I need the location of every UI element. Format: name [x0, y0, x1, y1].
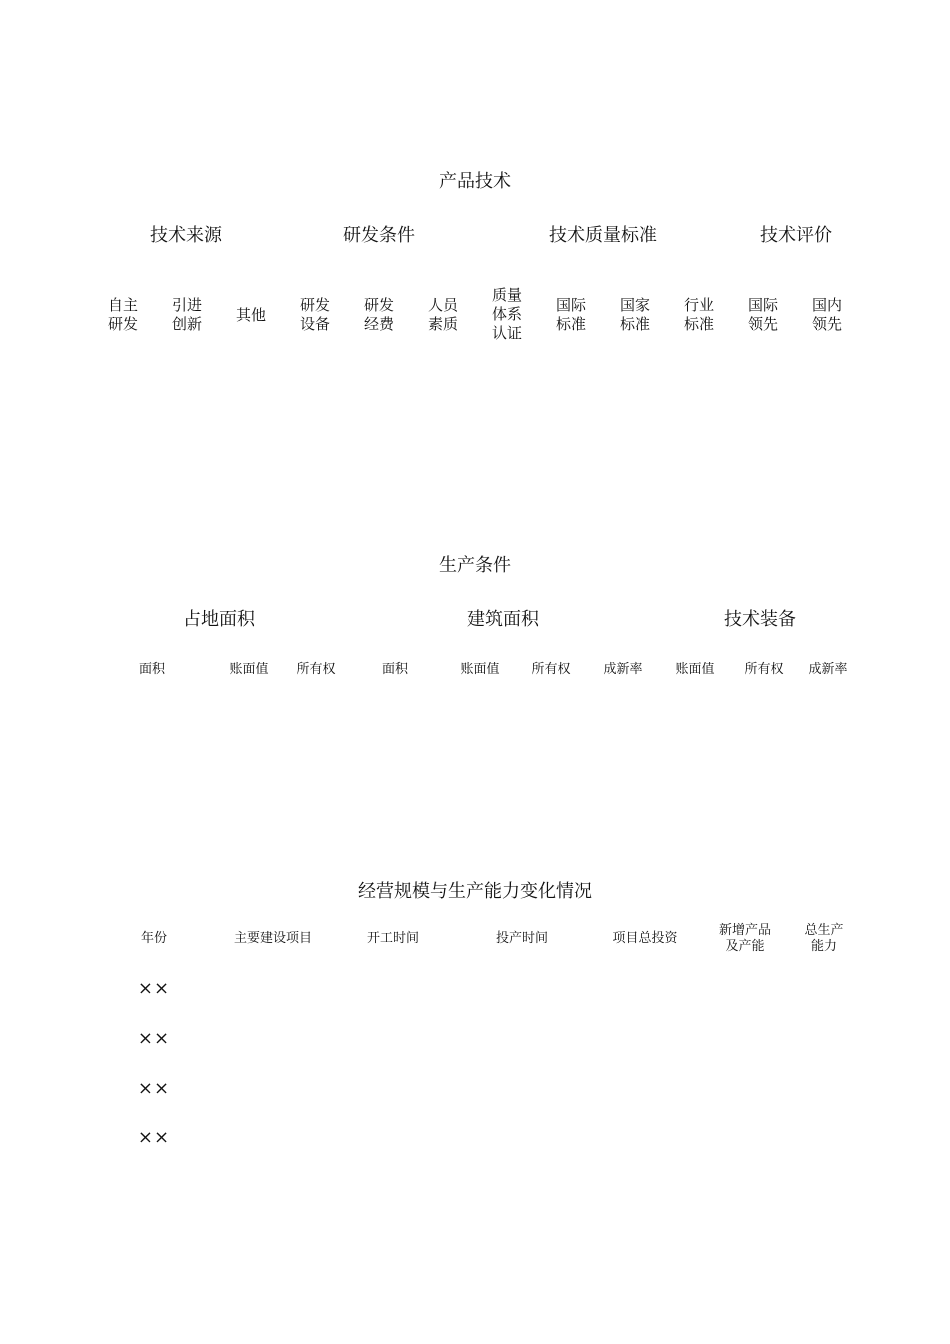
col-building-area: 面积 — [381, 662, 409, 677]
col-land-book-value: 账面值 — [229, 662, 269, 677]
year-row-1: ×× — [137, 978, 171, 999]
group-rd-conditions: 研发条件 — [343, 225, 415, 246]
group-tech-evaluation: 技术评价 — [760, 225, 832, 246]
col-year: 年份 — [140, 931, 168, 946]
col-total-investment: 项目总投资 — [612, 931, 678, 946]
col-land-ownership: 所有权 — [296, 662, 336, 677]
col-building-newness: 成新率 — [603, 662, 643, 677]
col-new-products-capacity: 新增产品 及产能 — [718, 923, 772, 954]
col-equip-book-value: 账面值 — [675, 662, 715, 677]
col-intl-standard: 国际 标准 — [555, 296, 587, 333]
production-title: 生产条件 — [439, 555, 511, 576]
year-row-3: ×× — [137, 1078, 171, 1099]
year-row-2: ×× — [137, 1028, 171, 1049]
col-rd-funding: 研发 经费 — [363, 296, 395, 333]
col-equip-ownership: 所有权 — [744, 662, 784, 677]
group-tech-source: 技术来源 — [150, 225, 222, 246]
col-quality-system-cert: 质量 体系 认证 — [491, 286, 523, 342]
col-main-projects: 主要建设项目 — [233, 931, 313, 946]
col-rd-equipment: 研发 设备 — [299, 296, 331, 333]
col-introduced-innovation: 引进 创新 — [171, 296, 203, 333]
col-production-time: 投产时间 — [495, 931, 549, 946]
col-domestic-leading: 国内 领先 — [811, 296, 843, 333]
group-land-area: 占地面积 — [183, 609, 255, 630]
year-row-4: ×× — [137, 1127, 171, 1148]
group-quality-standards: 技术质量标准 — [549, 225, 657, 246]
col-national-standard: 国家 标准 — [619, 296, 651, 333]
col-self-rd: 自主 研发 — [107, 296, 139, 333]
group-building-area: 建筑面积 — [467, 609, 539, 630]
col-other: 其他 — [235, 306, 267, 324]
col-total-capacity: 总生产 能力 — [804, 923, 844, 954]
product-tech-title: 产品技术 — [439, 171, 511, 192]
col-equip-newness: 成新率 — [808, 662, 848, 677]
group-tech-equipment: 技术装备 — [724, 609, 796, 630]
col-building-book-value: 账面值 — [460, 662, 500, 677]
col-intl-leading: 国际 领先 — [747, 296, 779, 333]
operations-title: 经营规模与生产能力变化情况 — [358, 881, 592, 902]
col-industry-standard: 行业 标准 — [683, 296, 715, 333]
col-building-ownership: 所有权 — [531, 662, 571, 677]
col-start-time: 开工时间 — [366, 931, 420, 946]
col-land-area: 面积 — [138, 662, 166, 677]
col-staff-quality: 人员 素质 — [427, 296, 459, 333]
